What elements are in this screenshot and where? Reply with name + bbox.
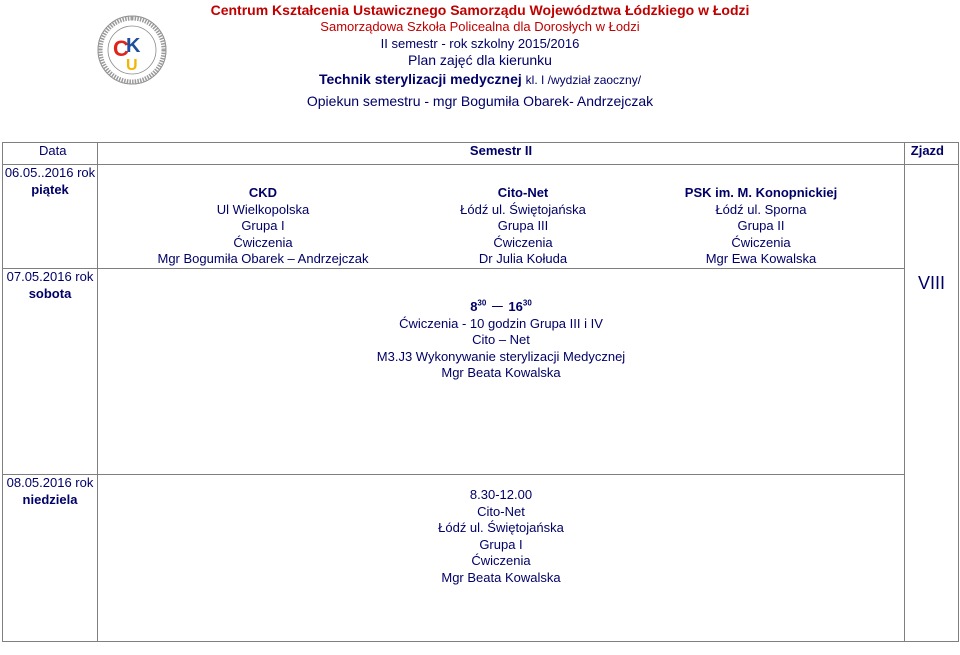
date-text: 08.05.2016 rok <box>6 475 94 490</box>
group-name: Grupa II <box>737 218 785 233</box>
header-zjazd: Zjazd <box>905 143 959 165</box>
date-cell <box>3 165 98 269</box>
classes-cell <box>98 475 905 642</box>
location-address: Ul Wielkopolska <box>216 201 310 217</box>
header-institution: Centrum Kształcenia Ustawicznego Samorządu Województwa Łódzkiego w Łodzi <box>210 2 750 18</box>
class-type: Ćwiczenia <box>493 234 553 250</box>
teacher-name: Mgr Bogumiła Obarek – Andrzejczak <box>157 251 369 266</box>
class-block <box>428 165 618 268</box>
location-name: CKD <box>248 185 278 200</box>
class-type: Ćwiczenia - 10 godzin Grupa III i IV <box>399 315 603 331</box>
class-time: $8^{30}$ $16^{30}$ <box>470 298 532 314</box>
date-cell <box>3 475 98 642</box>
teacher-name: Dr Julia Kołuda <box>478 251 568 266</box>
header-data: Data <box>3 143 98 165</box>
location-name: Cito-Net <box>477 503 525 519</box>
zjazd-cell <box>905 165 959 642</box>
class-block <box>98 165 428 268</box>
date-cell <box>3 269 98 475</box>
header-course <box>0 71 960 87</box>
classes-cell <box>98 165 905 269</box>
teacher-name: Mgr Beata Kowalska <box>441 365 561 380</box>
subject-name: M3.J3 Wykonywanie sterylizacji Medycznej <box>376 348 626 364</box>
table-row <box>3 165 959 269</box>
zjazd-number: VIII <box>917 273 945 293</box>
class-type: Ćwiczenia <box>233 234 293 250</box>
teacher-name: Mgr Beata Kowalska <box>441 569 561 585</box>
group-name: Grupa I <box>241 218 285 233</box>
location-address: Łódź ul. Świętojańska <box>438 520 564 535</box>
table-row <box>3 269 959 475</box>
header-school: Samorządowa Szkoła Policealna dla Dorosłych w Łodzi <box>320 19 640 34</box>
date-text: 06.05..2016 rok <box>4 165 96 180</box>
location-name: PSK im. M. Konopnickiej <box>684 185 838 200</box>
location-name: Cito-Net <box>497 185 549 200</box>
course-class: kl. I /wydział zaoczny/ <box>525 73 642 87</box>
group-name: Grupa I <box>479 536 523 552</box>
table-header-row <box>3 143 959 165</box>
header-supervisor: Opiekun semestru - mgr Bogumiła Obarek- Andrzejczak <box>306 93 654 109</box>
teacher-name: Mgr Ewa Kowalska <box>705 251 817 266</box>
header-plan-title: Plan zajęć dla kierunku <box>408 52 552 68</box>
header-semester: II semestr - rok szkolny 2015/2016 <box>380 36 580 51</box>
class-type: Ćwiczenia <box>471 553 531 568</box>
header-semestr: Semestr II <box>98 143 905 165</box>
table-row <box>3 475 959 642</box>
class-type: Ćwiczenia <box>731 234 791 250</box>
location-name: Cito – Net <box>472 332 530 347</box>
date-text: 07.05.2016 rok <box>6 269 94 284</box>
svg-text:C: C <box>113 36 129 61</box>
location-address: Łódź ul. Sporna <box>715 201 807 217</box>
group-name: Grupa III <box>497 218 549 233</box>
class-time: 8.30-12.00 <box>469 487 533 502</box>
svg-text:U: U <box>126 57 138 74</box>
day-text: sobota <box>28 285 72 301</box>
schedule-table <box>2 142 959 642</box>
day-text: piątek <box>31 181 69 197</box>
day-text: niedziela <box>22 491 78 507</box>
classes-cell <box>98 269 905 475</box>
location-address: Łódź ul. Świętojańska <box>460 201 586 217</box>
class-block <box>618 165 904 268</box>
svg-text:K: K <box>126 35 141 57</box>
course-name: Technik sterylizacji medycznej <box>318 71 522 87</box>
